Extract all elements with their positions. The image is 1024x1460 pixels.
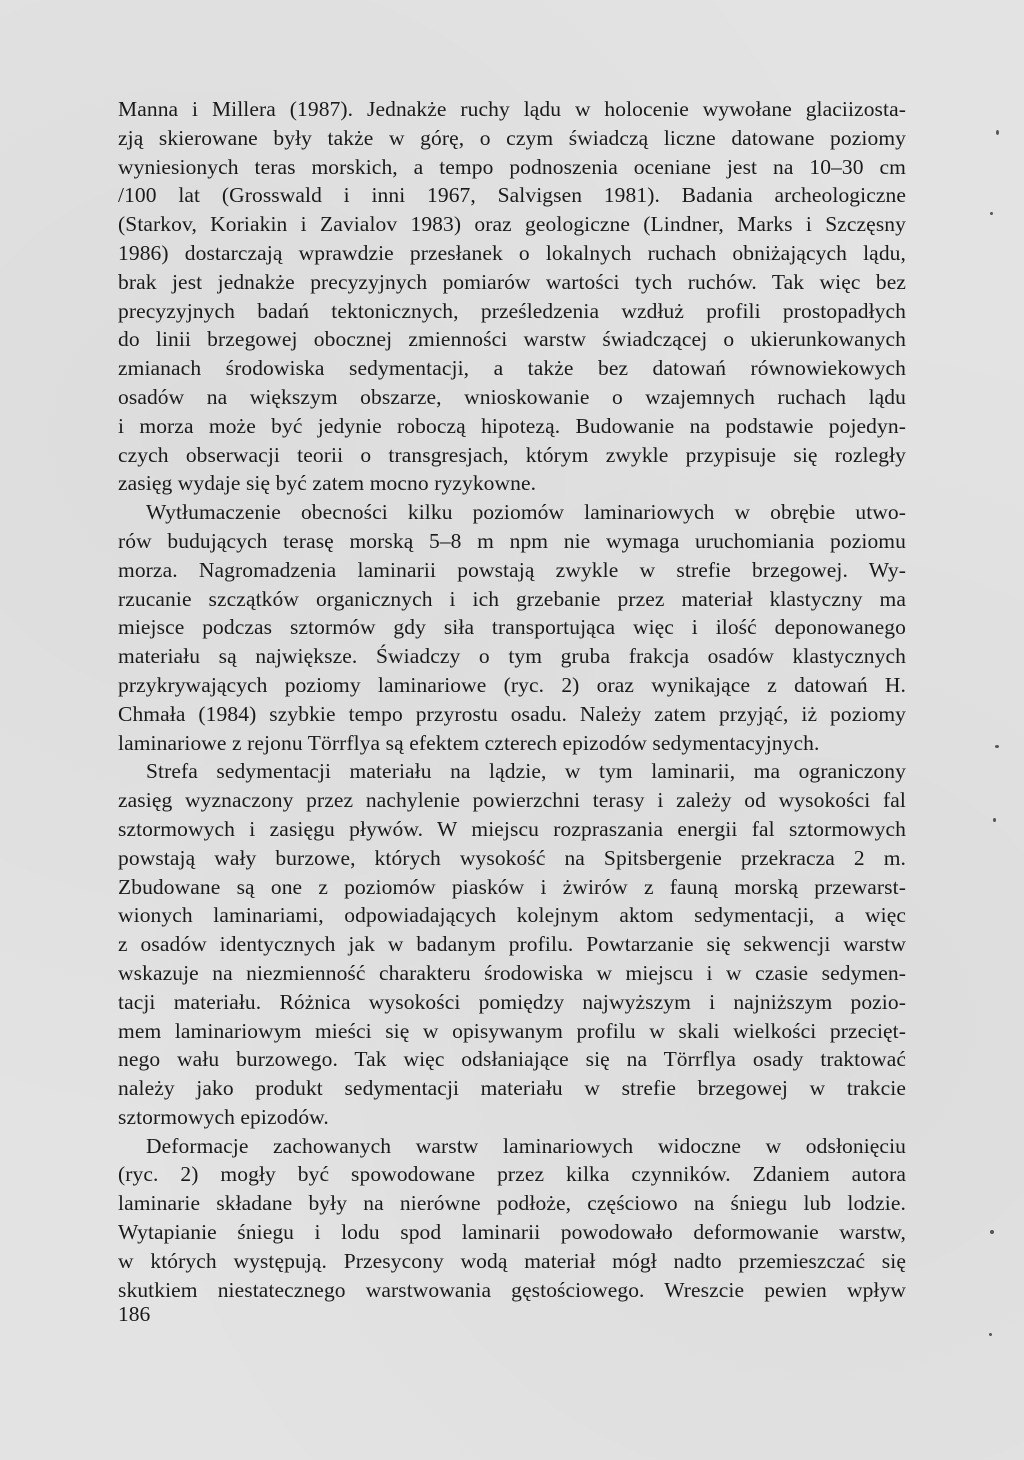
- text-line: 1986) dostarczają wprawdzie przesłanek o lokalnych ruchach obniżających lądu,: [118, 240, 906, 265]
- text-line: przykrywających poziomy laminariowe (ryc. 2) oraz wynikające z datowań H.: [118, 672, 906, 697]
- text-line: Wytłumaczenie obecności kilku poziomów laminariowych w obrębie utwo-: [146, 500, 906, 525]
- text-line: Deformacje zachowanych warstw laminariowych widoczne w odsłonięciu: [146, 1133, 906, 1158]
- text-line: /100 lat (Grosswald i inni 1967, Salvigsen 1981). Badania archeologiczne: [118, 183, 906, 208]
- scan-speck: [995, 745, 999, 748]
- text-line: sztormowych i zasięgu pływów. W miejscu rozpraszania energii fal sztormowych: [118, 816, 906, 841]
- text-line: zją skierowane były także w górę, o czym świadczą liczne datowane poziomy: [118, 125, 906, 150]
- scan-speck: [996, 130, 999, 135]
- text-line: skutkiem niestatecznego warstwowania gęstościowego. Wreszcie pewien wpływ: [118, 1277, 906, 1302]
- paragraph: [118, 498, 906, 757]
- text-line: wskazuje na niezmienność charakteru środowiska w miejscu i w czasie sedymen-: [118, 960, 906, 985]
- body-text: [118, 95, 906, 1304]
- text-line: mem laminariowym mieści się w opisywanym profilu w skali wielkości przecięt-: [118, 1018, 906, 1043]
- scan-speck: [993, 818, 996, 822]
- text-line: zmianach środowiska sedymentacji, a także bez datowań równowiekowych: [118, 356, 906, 381]
- text-line: zasięg wydaje się być zatem mocno ryzykowne.: [118, 471, 537, 496]
- scan-speck: [989, 1333, 992, 1336]
- text-line: z osadów identycznych jak w badanym profilu. Powtarzanie się sekwencji warstw: [118, 932, 906, 957]
- text-line: Wytapianie śniegu i lodu spod laminarii powodowało deformowanie warstw,: [118, 1220, 906, 1245]
- text-line: wionych laminariami, odpowiadających kolejnym aktom sedymentacji, a więc: [118, 903, 906, 928]
- paragraph: [118, 95, 906, 498]
- text-line: wyniesionych teras morskich, a tempo podnoszenia oceniane jest na 10–30 cm: [118, 154, 906, 179]
- scan-speck: [990, 212, 993, 215]
- text-line: nego wału burzowego. Tak więc odsłaniające się na Törrflya osady traktować: [118, 1047, 906, 1072]
- page-number: 186: [118, 1302, 151, 1326]
- text-line: czych obserwacji teorii o transgresjach, którym zwykle przypisuje się rozległy: [118, 442, 906, 467]
- text-line: powstają wały burzowe, których wysokość na Spitsbergenie przekracza 2 m.: [118, 845, 906, 870]
- text-line: materiału są największe. Świadczy o tym gruba frakcja osadów klastycznych: [118, 644, 906, 669]
- text-line: osadów na większym obszarze, wnioskowanie o wzajemnych ruchach lądu: [118, 384, 906, 409]
- text-line: należy jako produkt sedymentacji materiału w strefie brzegowej w trakcie: [118, 1076, 906, 1101]
- text-line: zasięg wyznaczony przez nachylenie powierzchni terasy i zależy od wysokości fal: [118, 788, 906, 813]
- text-line: (Starkov, Koriakin i Zavialov 1983) oraz geologiczne (Lindner, Marks i Szczęsny: [118, 212, 906, 237]
- text-line: morza. Nagromadzenia laminarii powstają zwykle w strefie brzegowej. Wy-: [118, 557, 906, 582]
- text-line: laminariowe z rejonu Törrflya są efektem czterech epizodów sedymentacyjnych.: [118, 730, 820, 755]
- scan-speck: [990, 1230, 994, 1234]
- text-line: sztormowych epizodów.: [118, 1104, 329, 1129]
- text-line: rów budujących terasę morską 5–8 m npm nie wymaga uruchomiania poziomu: [118, 528, 906, 553]
- text-line: Zbudowane są one z poziomów piasków i żwirów z fauną morską przewarst-: [118, 874, 906, 899]
- text-line: tacji materiału. Różnica wysokości pomiędzy najwyższym i najniższym pozio-: [118, 989, 906, 1014]
- paragraph: [118, 1132, 906, 1305]
- text-line: laminarie składane były na nierówne podłoże, częściowo na śniegu lub lodzie.: [118, 1191, 906, 1216]
- text-line: do linii brzegowej obocznej zmienności warstw świadczącej o ukierunkowanych: [118, 327, 906, 352]
- text-line: i morza może być jedynie roboczą hipotezą. Budowanie na podstawie pojedyn-: [118, 413, 906, 438]
- text-line: rzucanie szczątków organicznych i ich grzebanie przez materiał klastyczny ma: [118, 586, 906, 611]
- text-line: Chmała (1984) szybkie tempo przyrostu osadu. Należy zatem przyjąć, iż poziomy: [118, 701, 906, 726]
- paragraph: [118, 757, 906, 1131]
- text-line: miejsce podczas sztormów gdy siła transportująca więc i ilość deponowanego: [118, 615, 906, 640]
- text-line: (ryc. 2) mogły być spowodowane przez kilka czynników. Zdaniem autora: [118, 1162, 906, 1187]
- text-line: brak jest jednakże precyzyjnych pomiarów wartości tych ruchów. Tak więc bez: [118, 269, 906, 294]
- text-line: Strefa sedymentacji materiału na lądzie, w tym laminarii, ma ograniczony: [146, 759, 906, 784]
- text-line: precyzyjnych badań tektonicznych, prześledzenia wzdłuż profili prostopadłych: [118, 298, 906, 323]
- text-line: w których występują. Przesycony wodą materiał mógł nadto przemieszczać się: [118, 1248, 906, 1273]
- text-line: Manna i Millera (1987). Jednakże ruchy lądu w holocenie wywołane glaciizosta-: [118, 97, 906, 121]
